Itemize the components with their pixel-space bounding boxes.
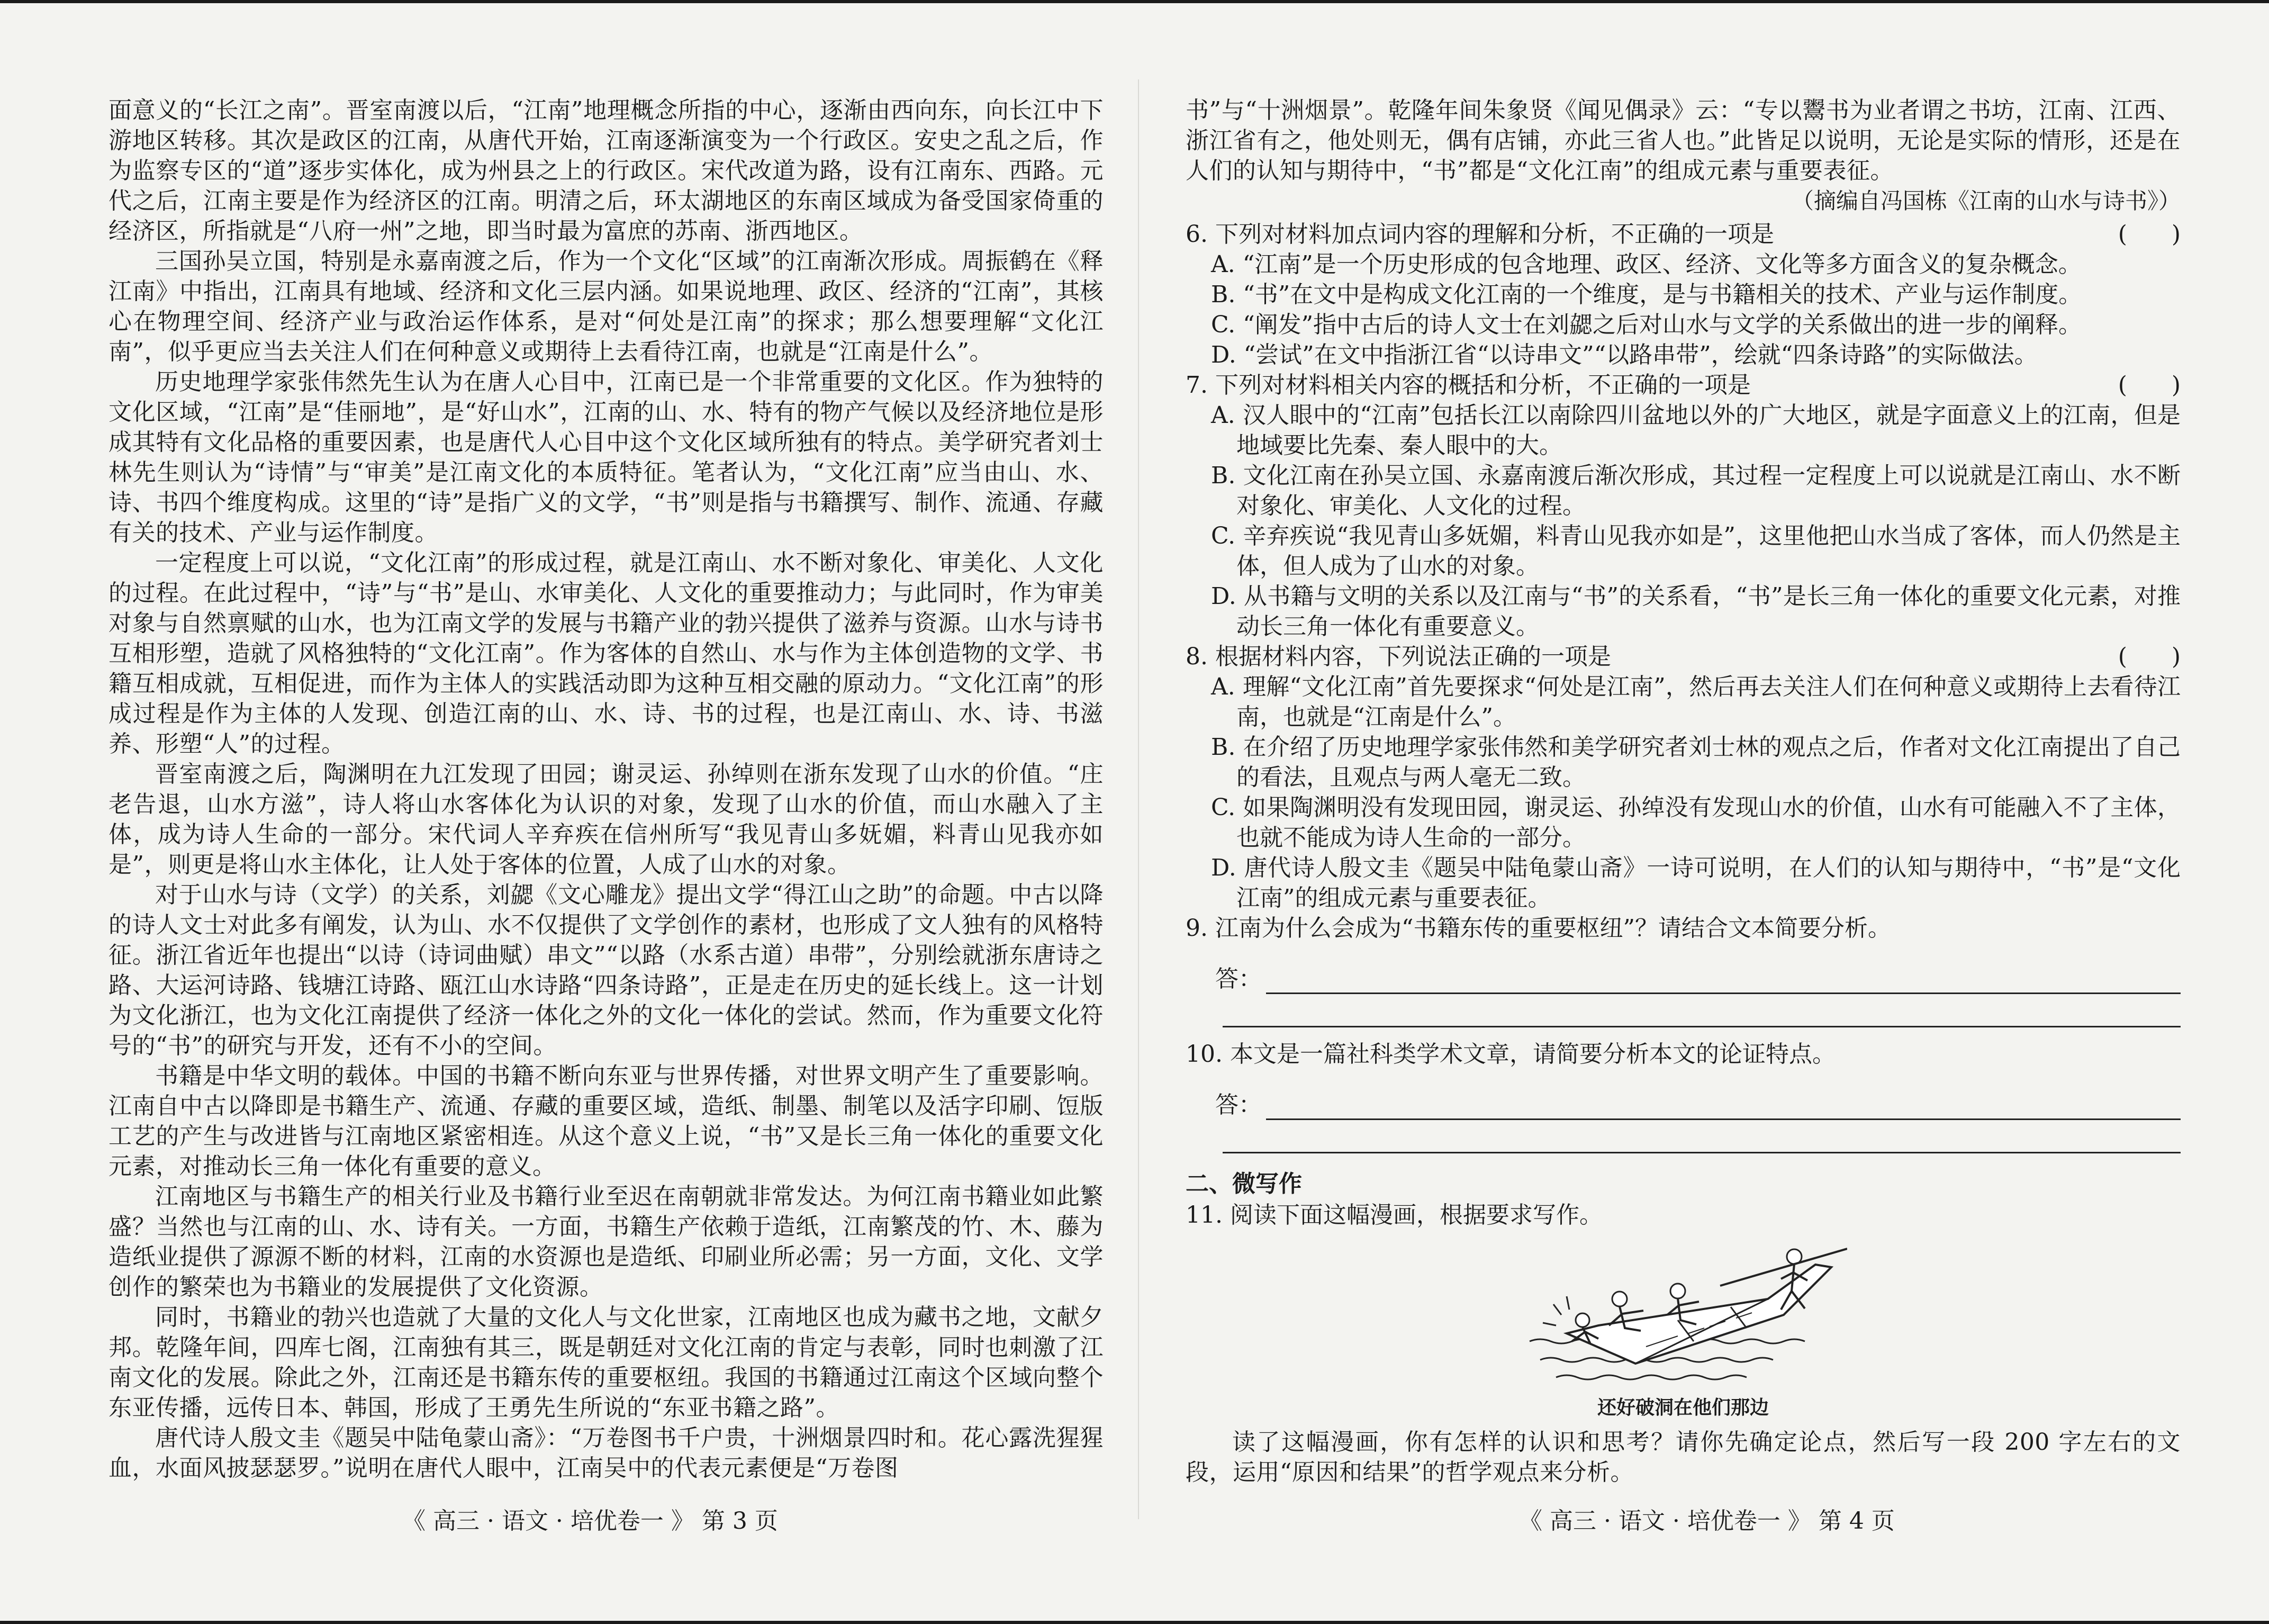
question-stem: 6. 下列对材料加点词内容的理解和分析，不正确的一项是 bbox=[1186, 221, 1774, 248]
option-a[interactable]: A. 理解“文化江南”首先要探求“何处是江南”，然后再去关注人们在何种意义或期待上去看待江南，也就是“江南是什么”。 bbox=[1211, 673, 2181, 730]
question-8 bbox=[1186, 642, 2181, 913]
answer-bracket[interactable]: ( ) bbox=[2118, 372, 2181, 399]
option-b[interactable]: B. 在介绍了历史地理学家张伟然和美学研究者刘士林的观点之后，作者对文化江南提出了自己的看法，且观点与两人毫无二致。 bbox=[1211, 734, 2181, 791]
passage-paragraph: 江南地区与书籍生产的相关行业及书籍行业至迟在南朝就非常发达。为何江南书籍业如此繁盛？当然也与江南的山、水、诗有关。一方面，书籍生产依赖于造纸，江南繁茂的竹、木、藤为造纸业提供了源源不断的材料，江南的水资源也是造纸、印刷业所必需；另一方面，文化、文学创作的繁荣也为书籍业的发展提供了文化资源。 bbox=[109, 1183, 1104, 1301]
passage-paragraph: 同时，书籍业的勃兴也造就了大量的文化人与文化世家，江南地区也成为藏书之地，文献夕邦。乾隆年间，四库七阁，江南独有其三，既是朝廷对文化江南的肯定与表彰，同时也刺激了江南文化的发展。除此之外，江南还是书籍东传的重要枢纽。我国的书籍通过江南这个区域向整个东亚传播，远传日本、韩国，形成了王勇先生所说的“东亚书籍之路”。 bbox=[109, 1304, 1104, 1421]
answer-line[interactable] bbox=[1223, 1015, 2181, 1027]
question-10 bbox=[1186, 1039, 2181, 1153]
question-7 bbox=[1186, 370, 2181, 642]
passage-paragraph: 晋室南渡之后，陶渊明在九江发现了田园；谢灵运、孙绰则在浙东发现了山水的价值。“庄老告退，山水方滋”，诗人将山水客体化为认识的对象，发现了山水的价值，而山水融入了主体，成为诗人生命的一部分。宋代词人辛弃疾在信州所写“我见青山多妩媚，料青山见我亦如是”，则更是将山水主体化，让人处于客体的位置，人成了山水的对象。 bbox=[109, 761, 1104, 878]
question-stem: 11. 阅读下面这幅漫画，根据要求写作。 bbox=[1186, 1202, 1603, 1229]
scan-edge-bottom bbox=[0, 1621, 2269, 1624]
writing-prompt: 读了这幅漫画，你有怎样的认识和思考？请你先确定论点，然后写一段 200 字左右的文段，运用“原因和结果”的哲学观点来分析。 bbox=[1186, 1429, 2181, 1486]
passage-paragraph: 一定程度上可以说，“文化江南”的形成过程，就是江南山、水不断对象化、审美化、人文化的过程。在此过程中，“诗”与“书”是山、水审美化、人文化的重要推动力；与此同时，作为审美对象与自然禀赋的山水，也为江南文学的发展与书籍产业的勃兴提供了滋养与资源。山水与诗书互相形塑，造就了风格独特的“文化江南”。作为客体的自然山、水与作为主体创造物的文学、书籍互相成就，互相促进，而作为主体人的实践活动即为这种互相交融的原动力。“文化江南”的形成过程是作为主体的人发现、创造江南的山、水、诗、书的过程，也是江南山、水、诗、书滋养、形塑“人”的过程。 bbox=[109, 549, 1104, 757]
page-footer-right: 《 高三 · 语文 · 培优卷一 》 第 4 页 bbox=[1519, 1508, 1895, 1535]
answer-bracket[interactable]: ( ) bbox=[2118, 643, 2181, 670]
passage-paragraph: 历史地理学家张伟然先生认为在唐人心目中，江南已是一个非常重要的文化区。作为独特的文化区域，“江南”是“佳丽地”，是“好山水”，江南的山、水、特有的物产气候以及经济地位是形成其特有文化品格的重要因素，也是唐代人心目中这个文化区域所独有的特点。美学研究者刘士林先生则认为“诗情”与“审美”是江南文化的本质特征。笔者认为，“文化江南”应当由山、水、诗、书四个维度构成。这里的“诗”是指广义的文学，“书”则是指与书籍撰写、制作、流通、存藏有关的技术、产业与运作制度。 bbox=[109, 368, 1104, 546]
question-stem: 10. 本文是一篇社科类学术文章，请简要分析本文的论证特点。 bbox=[1186, 1041, 1836, 1068]
answer-line[interactable] bbox=[1266, 1097, 2181, 1120]
passage-source: （摘编自冯国栋《江南的山水与诗书》） bbox=[1791, 188, 2181, 214]
option-b[interactable]: B. “书”在文中是构成文化江南的一个维度，是与书籍相关的技术、产业与运作制度。 bbox=[1211, 281, 2082, 308]
section-title: 二、微写作 bbox=[1186, 1170, 1302, 1197]
question-11 bbox=[1186, 1200, 2181, 1487]
option-b[interactable]: B. 文化江南在孙吴立国、永嘉南渡后渐次形成，其过程一定程度上可以说就是江南山、水不断对象化、审美化、人文化的过程。 bbox=[1211, 462, 2181, 519]
option-c[interactable]: C. 如果陶渊明没有发现田园，谢灵运、孙绰没有发现山水的价值，山水有可能融入不了主体，也就不能成为诗人生命的一部分。 bbox=[1211, 794, 2181, 851]
passage-paragraph: 书籍是中华文明的载体。中国的书籍不断向东亚与世界传播，对世界文明产生了重要影响。江南自中古以降即是书籍生产、流通、存藏的重要区域，造纸、制墨、制笔以及活字印刷、饾版工艺的产生与改进皆与江南地区紧密相连。从这个意义上说，“书”又是长三角一体化的重要文化元素，对推动长三角一体化有重要的意义。 bbox=[109, 1062, 1104, 1180]
answer-line[interactable] bbox=[1266, 971, 2181, 994]
question-6 bbox=[1186, 219, 2181, 370]
scan-edge-top bbox=[0, 0, 2269, 3]
answer-label: 答： bbox=[1215, 1091, 1262, 1118]
answer-bracket[interactable]: ( ) bbox=[2118, 221, 2181, 248]
passage-paragraph: 对于山水与诗（文学）的关系，刘勰《文心雕龙》提出文学“得江山之助”的命题。中古以降的诗人文士对此多有阐发，认为山、水不仅提供了文学创作的素材，也形成了文人独有的风格特征。浙江省近年也提出“以诗（诗词曲赋）串文”“以路（水系古道）串带”，分别绘就浙东唐诗之路、大运河诗路、钱塘江诗路、瓯江山水诗路“四条诗路”，正是走在历史的延长线上。这一计划为文化浙江，也为文化江南提供了经济一体化之外的文化一体化的尝试。然而，作为重要文化符号的“书”的研究与开发，还有不小的空间。 bbox=[109, 881, 1104, 1059]
question-9 bbox=[1186, 913, 2181, 1027]
question-stem: 8. 根据材料内容，下列说法正确的一项是 bbox=[1186, 643, 1611, 670]
answer-area[interactable] bbox=[1215, 957, 2181, 994]
option-c[interactable]: C. 辛弃疾说“我见青山多妩媚，料青山见我亦如是”，这里他把山水当成了客体，而人仍然是主体，但人成为了山水的对象。 bbox=[1211, 522, 2181, 580]
question-stem: 7. 下列对材料相关内容的概括和分析，不正确的一项是 bbox=[1186, 372, 1751, 399]
cartoon-boat-illustration bbox=[1519, 1241, 1847, 1400]
cartoon-caption: 还好破洞在他们那边 bbox=[1597, 1397, 1769, 1419]
passage-paragraph: 三国孙吴立国，特别是永嘉南渡之后，作为一个文化“区域”的江南渐次形成。周振鹤在《释江南》中指出，江南具有地域、经济和文化三层内涵。如果说地理、政区、经济的“江南”，其核心在物理空间、经济产业与政治运作体系，是对“何处是江南”的探求；那么想要理解“文化江南”，似乎更应当去关注人们在何种意义或期待上去看待江南，也就是“江南是什么”。 bbox=[109, 248, 1104, 365]
option-c[interactable]: C. “阐发”指中古后的诗人文士在刘勰之后对山水与文学的关系做出的进一步的阐释。 bbox=[1211, 311, 2082, 338]
option-d[interactable]: D. “尝试”在文中指浙江省“以诗串文”“以路串带”，绘就“四条诗路”的实际做法。 bbox=[1211, 341, 2038, 368]
option-a[interactable]: A. “江南”是一个历史形成的包含地理、政区、经济、文化等多方面含义的复杂概念。 bbox=[1211, 251, 2082, 278]
passage-paragraph: 书”与“十洲烟景”。乾隆年间朱象贤《闻见偶录》云：“专以鬻书为业者谓之书坊，江南、江西、浙江省有之，他处则无，偶有店铺，亦此三省人也。”此皆足以说明，无论是实际的情形，还是在人们的认知与期待中，“书”都是“文化江南”的组成元素与重要表征。 bbox=[1186, 97, 2181, 184]
answer-label: 答： bbox=[1215, 966, 1262, 993]
left-page-column bbox=[109, 95, 1104, 1483]
passage-paragraph: 唐代诗人殷文圭《题吴中陆龟蒙山斋》：“万卷图书千户贵，十洲烟景四时和。花心露洗猩猩血，水面风披瑟瑟罗。”说明在唐代人眼中，江南吴中的代表元素便是“万卷图 bbox=[109, 1424, 1104, 1482]
answer-line[interactable] bbox=[1223, 1141, 2181, 1153]
page-footer-left: 《 高三 · 语文 · 培优卷一 》 第 3 页 bbox=[402, 1508, 778, 1535]
option-d[interactable]: D. 唐代诗人殷文圭《题吴中陆龟蒙山斋》一诗可说明，在人们的认知与期待中，“书”是“文化江南”的组成元素与重要表征。 bbox=[1211, 854, 2181, 912]
question-stem: 9. 江南为什么会成为“书籍东传的重要枢纽”？请结合文本简要分析。 bbox=[1186, 915, 1891, 942]
option-a[interactable]: A. 汉人眼中的“江南”包括长江以南除四川盆地以外的广大地区，就是字面意义上的江南，但是地域要比先秦、秦人眼中的大。 bbox=[1211, 402, 2181, 459]
passage-paragraph: 面意义的“长江之南”。晋室南渡以后，“江南”地理概念所指的中心，逐渐由西向东，向长江中下游地区转移。其次是政区的江南，从唐代开始，江南逐渐演变为一个行政区。安史之乱之后，作为监察专区的“道”逐步实体化，成为州县之上的行政区。宋代改道为路，设有江南东、西路。元代之后，江南主要是作为经济区的江南。明清之后，环太湖地区的东南区域成为备受国家倚重的经济区，所指就是“八府一州”之地，即当时最为富庶的苏南、浙西地区。 bbox=[109, 97, 1104, 245]
option-d[interactable]: D. 从书籍与文明的关系以及江南与“书”的关系看，“书”是长三角一体化的重要文化元素，对推动长三角一体化有重要意义。 bbox=[1211, 583, 2181, 640]
page-divider bbox=[1138, 79, 1139, 1519]
answer-area[interactable] bbox=[1215, 1083, 2181, 1120]
right-page-column bbox=[1186, 95, 2181, 1487]
cartoon bbox=[1392, 1241, 1974, 1420]
